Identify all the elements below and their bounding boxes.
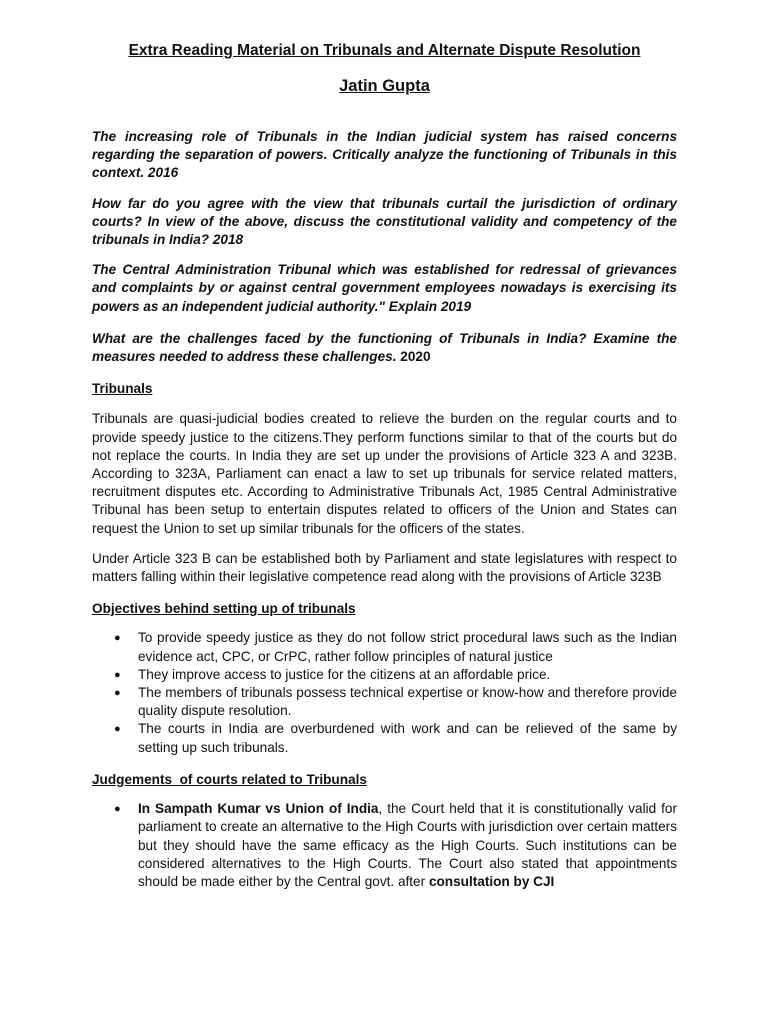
judgements-list [92, 800, 677, 891]
list-item [92, 800, 677, 891]
section-heading-tribunals: Tribunals [92, 381, 153, 397]
tribunals-paragraph-2: Under Article 323 B can be established both by Parliament and state legislatures with respect to matters falling within their legislative competence read along with the provisions of Article 323B [92, 550, 677, 585]
list-item-text: The members of tribunals possess technical expertise or know-how and therefore provide quality dispute resolution. [138, 685, 677, 719]
list-item [92, 720, 677, 756]
list-item [92, 666, 677, 684]
emphasis-text: consultation by CJI [428, 873, 555, 889]
list-item-text: They improve access to justice for the citizens at an affordable price. [138, 666, 551, 682]
question-2020 [92, 330, 677, 366]
objectives-list [92, 629, 677, 756]
list-item-text: , the Court held that it is constitutionally valid for parliament to create an alternative to the High Courts with jurisdiction over certain matters but they should have the same efficacy as the High Courts. Such institutions can be considered alternatives to the High Courts. The Court also stated that appointments should be made either by the Central govt. after [138, 801, 677, 889]
question-text: How far do you agree with the view that tribunals curtail the jurisdiction of ordinary courts? In view of the above, discuss the constitutional validity and competency of the tribunals in India? 2018 [92, 195, 677, 248]
question-text: What are the challenges faced by the functioning of Tribunals in India? Examine the measures needed to address these challenges. [92, 330, 677, 365]
question-2019 [92, 261, 677, 316]
bullet-icon: ● [114, 668, 121, 681]
list-item-text: To provide speedy justice as they do not follow strict procedural laws such as the Indian evidence act, CPC, or CrPC, rather follow principles of natural justice [138, 630, 677, 664]
question-year: 2020 [396, 349, 431, 365]
author-name: Jatin Gupta [339, 77, 430, 95]
bullet-icon: ● [114, 723, 121, 736]
document-title: Extra Reading Material on Tribunals and Alternate Dispute Resolution [128, 42, 641, 59]
tribunals-paragraph-1: Tribunals are quasi-judicial bodies created to relieve the burden on the regular courts and to provide speedy justice to the citizens.They perform functions similar to that of the courts but do not replace the courts. In India they are set up under the provisions of Article 323 A and 323B. According to 323A, Parliament can enact a law to set up tribunals for service related matters, recruitment disputes etc. According to Administrative Tribunals Act, 1985 Central Administrative Tribunal has been setup to entertain disputes related to officers of the Union and States can request the Union to set up similar tribunals for the officers of the states. [92, 411, 677, 536]
question-2018 [92, 195, 677, 250]
bullet-icon: ● [114, 632, 121, 645]
list-item-text: The courts in India are overburdened with work and can be relieved of the same by setting up such tribunals. [138, 721, 677, 755]
case-name: In Sampath Kumar vs Union of India [138, 801, 379, 817]
document-page [92, 40, 677, 891]
bullet-icon: ● [114, 687, 121, 700]
list-item [92, 629, 677, 665]
question-text: The increasing role of Tribunals in the Indian judicial system has raised concerns regarding the separation of powers. Critically analyze the functioning of Tribunals in this context. 2016 [92, 129, 677, 181]
list-item [92, 684, 677, 720]
section-heading-judgements: Judgements of courts related to Tribunals [92, 771, 367, 787]
bullet-icon: ● [114, 803, 121, 816]
section-heading-objectives: Objectives behind setting up of tribunals [92, 601, 356, 617]
question-text: The Central Administration Tribunal which was established for redressal of grievances and complaints by or against central government employees nowadays is exercising its powers as an independent judicial authority." Explain 2019 [92, 262, 677, 314]
question-2016 [92, 128, 677, 183]
